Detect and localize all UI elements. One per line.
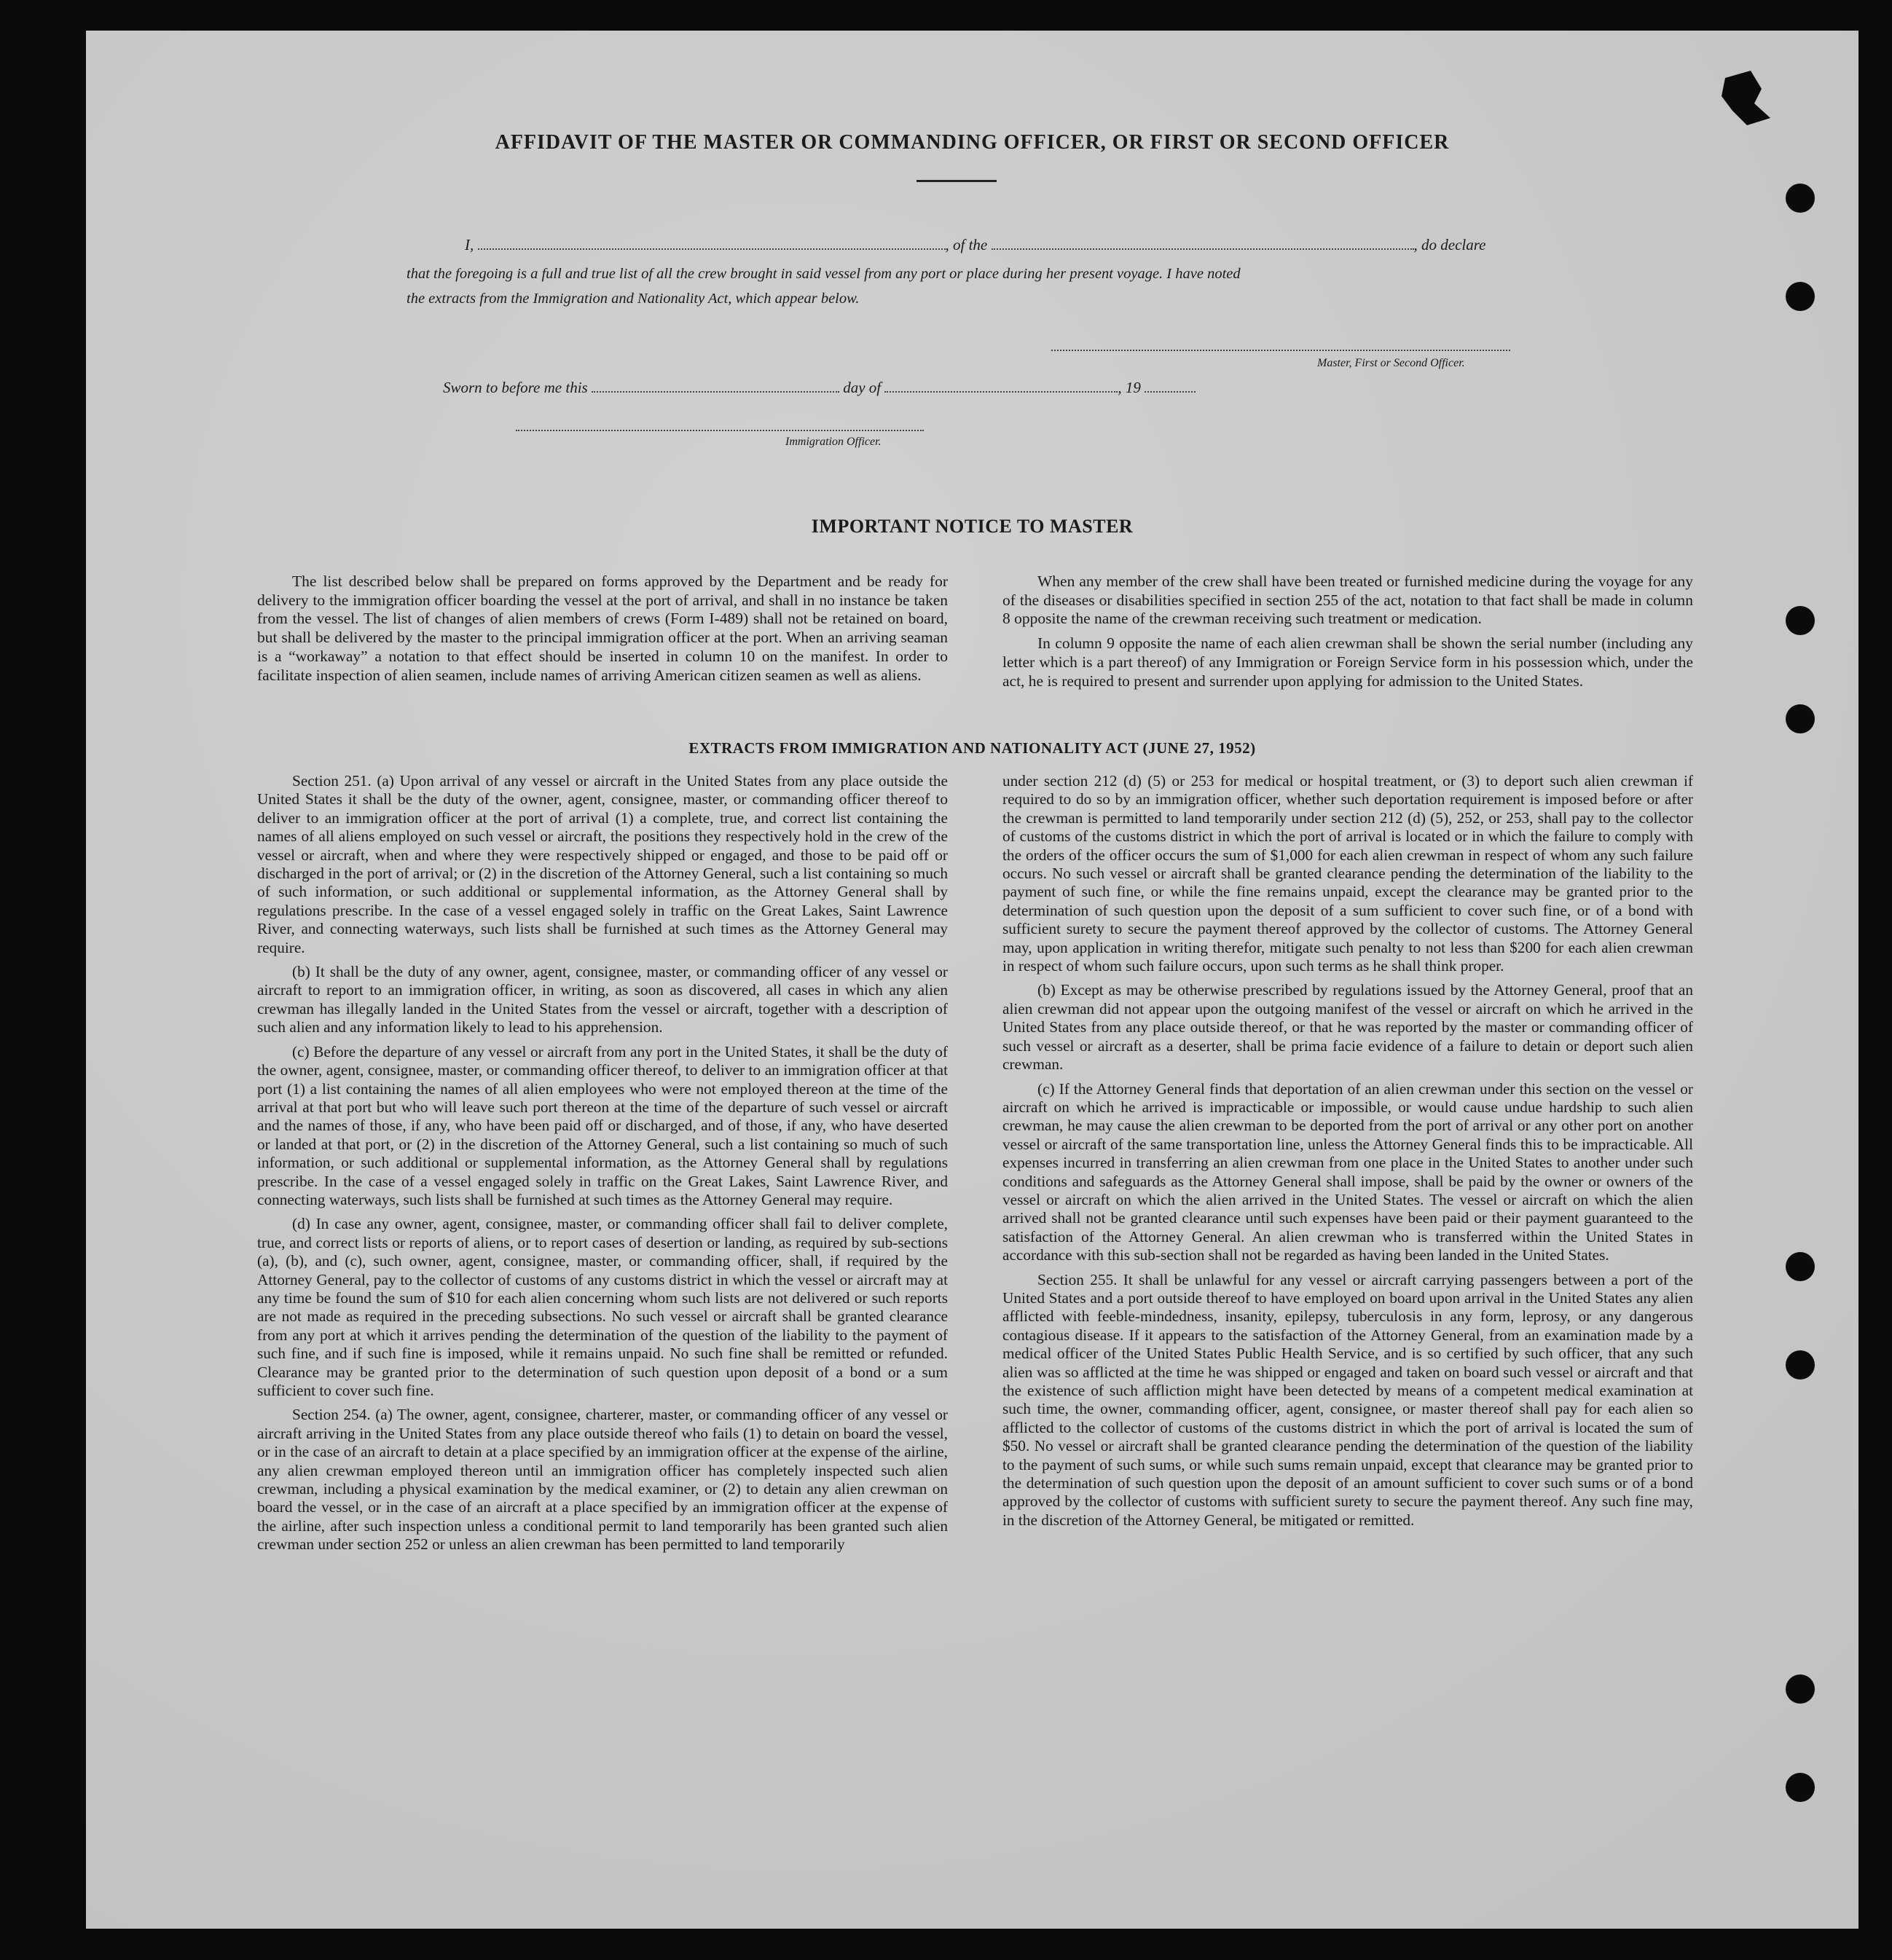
- binder-hole: [1786, 606, 1815, 635]
- extracts-left-column: [257, 772, 948, 1560]
- notice-paragraph: In column 9 opposite the name of each alien crewman shall be shown the serial number (including any letter which is a part thereof) of any Immigration or Foreign Service form in his possession which, under the act, he is required to present and surrender upon applying for admission to the United States.: [1002, 634, 1693, 690]
- binder-hole: [1786, 1252, 1815, 1281]
- day-of-label: day of: [843, 379, 882, 396]
- master-signature-label: Master, First or Second Officer.: [1317, 357, 1465, 369]
- statute-paragraph: (c) Before the departure of any vessel or aircraft from any port in the United States, it shall be the duty of the owner, agent, consignee, master, or commanding officer thereof, to deliver to an immigration officer at that port (1) a list containing the names of all alien employees who were not employed thereon at the time of the arrival at that port but who will leave such port thereon at the time of the departure of such vessel or aircraft and the names of those, if any, who have been paid off or discharged, and of those, if any, who have deserted or landed at that port, or (2) in the discretion of the Attorney General, such a list containing so much of such information, or such additional or supplemental information, as the Attorney General shall by regulations prescribe. In the case of a vessel engaged solely in traffic on the Great Lakes, Saint Lawrence River, and connecting waterways, such lists shall be furnished at such times as the Attorney General may require.: [257, 1042, 948, 1208]
- extracts-right-column: [1002, 772, 1693, 1535]
- master-signature-field[interactable]: [1051, 336, 1510, 351]
- binder-hole: [1786, 704, 1815, 733]
- statute-paragraph: Section 255. It shall be unlawful for any vessel or aircraft carrying passengers between a port of the United States and a port outside thereof to have employed on board upon arrival in the United States any alien afflicted with feeble-mindedness, insanity, epilepsy, tuberculosis in any form, leprosy, or any dangerous contagious disease. If it appears to the satisfaction of the Attorney General, from an examination made by a medical officer of the United States Public Health Service, and is so certified by such officer, that any such alien was so afflicted at the time he was shipped or engaged and taken on board such vessel or aircraft and that the existence of such affliction might have been detected by means of a competent medical examination at such time, the owner, commanding officer, agent, consignee, or master thereof shall pay for each alien so afflicted to the collector of customs of the customs district in which the port of arrival is located the sum of $50. No vessel or aircraft shall be granted clearance pending the determination of the question of the liability to the payment of such sums, or while such sums remain unpaid, except that clearance may be granted prior to the determination of such question upon the deposit of an amount sufficient to cover such sums or of a bond approved by the collector of customs with sufficient surety to secure the payment thereof. Any such fine may, in the discretion of the Attorney General, be mitigated or remitted.: [1002, 1270, 1693, 1529]
- title-rule: [916, 180, 997, 182]
- binder-hole: [1786, 184, 1815, 213]
- statute-paragraph: Section 251. (a) Upon arrival of any vessel or aircraft in the United States from any place outside the United States it shall be the duty of the owner, agent, consignee, master, or commanding officer thereof to deliver to an immigration officer at the port of arrival (1) a complete, true, and correct list containing the names of all aliens employed on such vessel or aircraft, the positions they respectively hold in the crew of the vessel or aircraft, when and where they were respectively shipped or engaged, and those to be paid off or discharged in the port of arrival; or (2) in the discretion of the Attorney General, such a list containing so much of such information, or such additional or supplemental information, as the Attorney General shall by regulations prescribe. In the case of a vessel engaged solely in traffic on the Great Lakes, Saint Lawrence River, and connecting waterways, such lists shall be furnished at such times as the Attorney General may require.: [257, 772, 948, 956]
- statement-line-1: that the foregoing is a full and true list of all the crew brought in said vessel from any port or place during her present voyage. I have noted: [407, 266, 1241, 282]
- notice-paragraph: The list described below shall be prepared on forms approved by the Department and be ready for delivery to the immigration officer boarding the vessel at the port of arrival, and shall in no instance be taken from the vessel. The list of changes of alien members of crews (Form I-489) shall not be retained on board, but shall be delivered by the master to the principal immigration officer at the port. When an arriving seaman is a “workaway” a notation to that effect should be inserted in column 10 on the manifest. In order to facilitate inspection of alien seamen, include names of arriving American citizen seamen as well as aliens.: [257, 572, 948, 684]
- statement-line-2: the extracts from the Immigration and Nationality Act, which appear below.: [407, 291, 860, 307]
- document-page: [86, 31, 1858, 1929]
- declaration-line: [465, 233, 1485, 256]
- statute-paragraph: under section 212 (d) (5) or 253 for medical or hospital treatment, or (3) to deport such alien crewman if required to do so by an immigration officer, whether such deportation requirement is imposed before or after the crewman is permitted to land temporarily under section 212 (d) (5), 252, or 253, shall pay to the collector of customs of the customs district in which the port of arrival is located or in which the failure to comply with the orders of the officer occurs the sum of $1,000 for each alien crewman in respect of whom any such failure occurs. No such vessel or aircraft shall be granted clearance pending the determination of the liability to the payment of such fine, or while the fine remains unpaid, except the clearance may be granted prior to the determination of such question upon the deposit of a sum sufficient to cover such fine, or of a bond with sufficient surety to secure the payment thereof approved by the collector of customs. The Attorney General may, upon application in writing therefor, mitigate such penalty to not less than $200 for each alien crewman in respect of whom such failure occurs, upon such terms as he shall think proper.: [1002, 772, 1693, 975]
- statute-paragraph: Section 254. (a) The owner, agent, consignee, charterer, master, or commanding officer of any vessel or aircraft arriving in the United States from any place outside thereof who fails (1) to detain on board the vessel, or in the case of an aircraft to detain at a place specified by an immigration officer at the expense of the airline, any alien crewman employed thereon until an immigration officer has completely inspected such alien crewman, including a physical examination by the medical examiner, or (2) to detain any alien crewman on board the vessel, or in the case of an aircraft at a place specified by an immigration officer at the expense of the airline, after such inspection unless a conditional permit to land temporarily has been granted such alien crewman under section 252 or unless an alien crewman has been permitted to land temporarily: [257, 1406, 948, 1554]
- do-declare-label: , do declare: [1413, 236, 1486, 253]
- of-the-label: , of the: [945, 236, 988, 253]
- notice-right-column: [1002, 572, 1693, 696]
- extracts-title: EXTRACTS FROM IMMIGRATION AND NATIONALITY ACT (JUNE 27, 1952): [688, 739, 1256, 757]
- notice-left-column: [257, 572, 948, 690]
- binder-hole: [1786, 282, 1815, 311]
- sworn-month-field[interactable]: [884, 378, 1118, 393]
- immigration-officer-signature-field[interactable]: [516, 417, 924, 431]
- i-label: I,: [465, 236, 474, 253]
- binder-hole: [1786, 1350, 1815, 1380]
- sworn-line: [443, 376, 1196, 399]
- binder-hole: [1786, 1674, 1815, 1704]
- binder-hole: [1786, 1773, 1815, 1802]
- statute-paragraph: (c) If the Attorney General finds that deportation of an alien crewman under this section on the vessel or aircraft on which he arrived is impracticable or impossible, or would cause undue hardship to such alien crewman, he may cause the alien crewman to be deported from the port of arrival or any other port on another vessel or aircraft of the same transportation line, unless the Attorney General finds this to be impracticable. All expenses incurred in transferring an alien crewman from one place in the United States to another under such conditions and safeguards as the Attorney General shall impose, shall be paid by the owner or owners of the vessel or aircraft on which the alien arrived in the United States. The vessel or aircraft on which the alien arrived shall not be granted clearance until such expenses have been paid or their payment guaranteed to the satisfaction of the Attorney General. An alien crewman who is transferred within the United States in accordance with this sub-section shall not be regarded as having been landed in the United States.: [1002, 1079, 1693, 1264]
- statute-paragraph: (d) In case any owner, agent, consignee, master, or commanding officer shall fail to deliver complete, true, and correct lists or reports of aliens, or to report cases of desertion or landing, as required by sub-sections (a), (b), and (c), such owner, agent, consignee, master, or commanding officer, shall, if required by the Attorney General, pay to the collector of customs of any customs district in which the vessel or aircraft may at any time be found the sum of $10 for each alien concerning whom such lists are not delivered or such reports are not made as required in the preceding subsections. No such vessel or aircraft shall be granted clearance from any port at which it arrives pending the determination of the question of the liability to the payment of such fine, and if such fine is imposed, while it remains unpaid. No such fine shall be remitted or refunded. Clearance may be granted prior to the determination of such question upon deposit of a bond or a sum sufficient to cover such fine.: [257, 1215, 948, 1399]
- sworn-day-field[interactable]: [592, 378, 839, 393]
- vessel-field[interactable]: [992, 235, 1414, 250]
- statute-paragraph: (b) Except as may be otherwise prescribed by regulations issued by the Attorney General, proof that an alien crewman did not appear upon the outgoing manifest of the vessel or aircraft on which he arrived in the United States from any place outside thereof, or that he was reported by the master or commanding officer of such vessel or aircraft as a deserter, shall be prima facie evidence of a failure to detain or deport such alien crewman.: [1002, 981, 1693, 1074]
- name-field[interactable]: [478, 235, 946, 250]
- immigration-officer-label: Immigration Officer.: [785, 436, 882, 448]
- affidavit-title: AFFIDAVIT OF THE MASTER OR COMMANDING OFFICER, OR FIRST OR SECOND OFFICER: [495, 131, 1450, 154]
- sworn-label: Sworn to before me this: [443, 379, 588, 396]
- sworn-year-field[interactable]: [1145, 378, 1196, 393]
- year-label: , 19: [1118, 379, 1141, 396]
- notice-paragraph: When any member of the crew shall have been treated or furnished medicine during the voyage for any of the diseases or disabilities specified in section 255 of the act, notation to that fact shall be made in column 8 opposite the name of the crewman receiving such treatment or medication.: [1002, 572, 1693, 628]
- statute-paragraph: (b) It shall be the duty of any owner, agent, consignee, master, or commanding officer of any vessel or aircraft to report to an immigration officer, in writing, as soon as discovered, all cases in which any alien crewman has illegally landed in the United States from the vessel or aircraft, together with a description of such alien and any information likely to lead to his apprehension.: [257, 963, 948, 1036]
- notice-title: IMPORTANT NOTICE TO MASTER: [811, 516, 1134, 537]
